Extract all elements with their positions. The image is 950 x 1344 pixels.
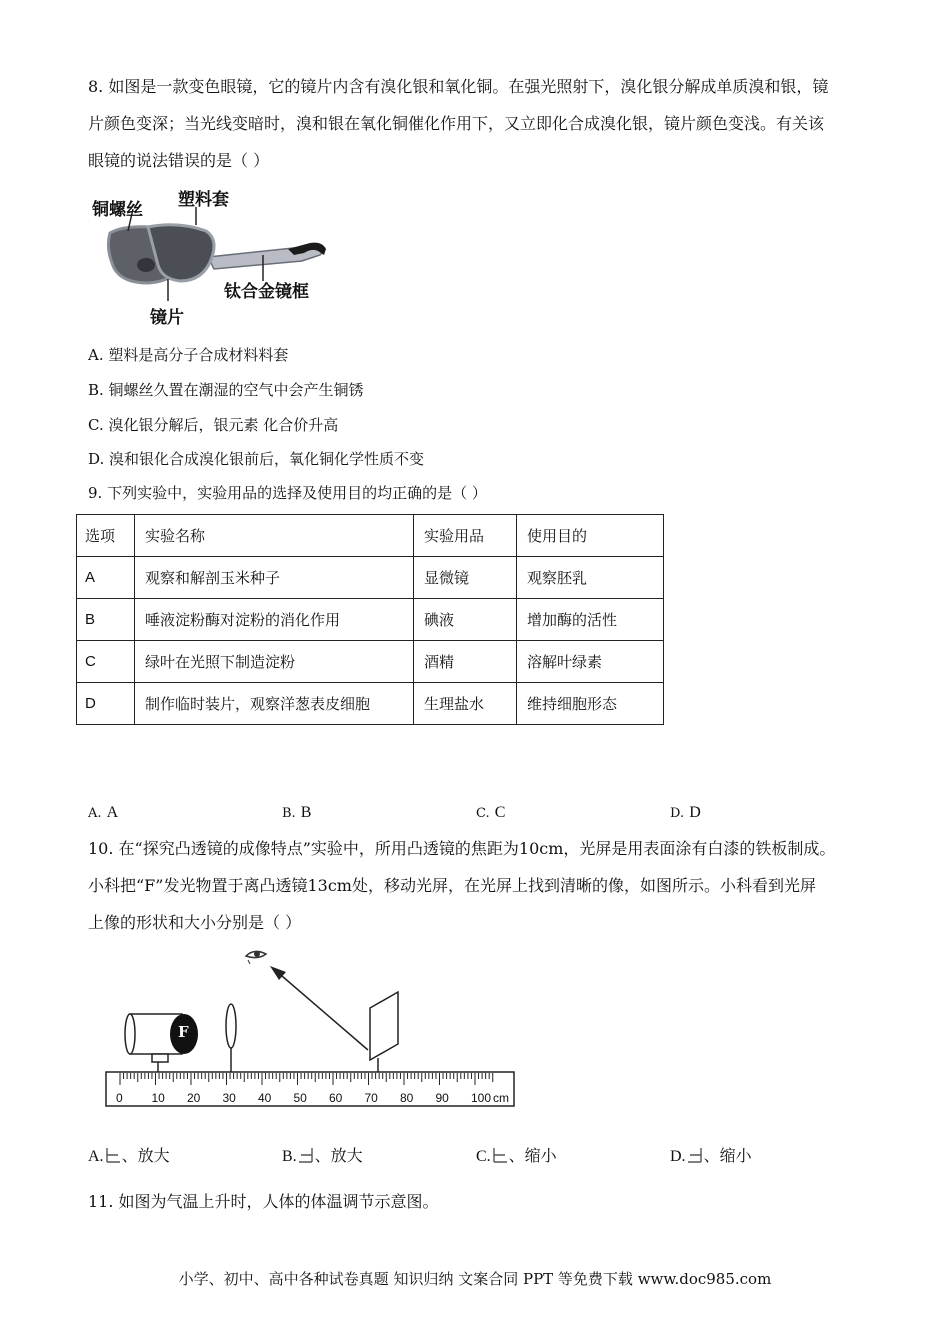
f-upright-icon — [104, 1147, 122, 1163]
ruler-tick-label: 10 — [151, 1091, 165, 1105]
ruler-tick-label: 40 — [258, 1091, 272, 1105]
table-cell: 绿叶在光照下制造淀粉 — [135, 641, 414, 683]
ruler-tick-label: 70 — [364, 1091, 378, 1105]
table-cell: 溶解叶绿素 — [517, 641, 664, 683]
ruler-tick-label: 90 — [435, 1091, 449, 1105]
choice-prefix: D. — [670, 1148, 686, 1165]
ruler-tick-label: 100 — [471, 1091, 492, 1105]
choice-prefix: B. — [282, 806, 296, 821]
light-source-letter: F — [178, 1023, 189, 1041]
q10-choice-d — [670, 1143, 752, 1166]
q10-line-3: 上像的形状和大小分别是（ ） — [88, 913, 302, 932]
label-titanium-frame: 钛合金镜框 — [224, 282, 309, 302]
q11-stem: 11. 如图为气温上升时，人体的体温调节示意图。 — [88, 1192, 439, 1211]
q8-option-b: B. 铜螺丝久置在潮湿的空气中会产生铜锈 — [88, 381, 364, 399]
q9-table — [76, 514, 664, 725]
q10-line-2: 小科把“F”发光物置于离凸透镜13cm处，移动光屏，在光屏上找到清晰的像，如图所示。小科看到光屏 — [88, 876, 816, 895]
table-row — [77, 557, 664, 599]
q8-option-a: A. 塑料是高分子合成材料料套 — [88, 346, 289, 364]
header-cell: 选项 — [77, 515, 135, 557]
q10-choice-c — [476, 1143, 557, 1166]
table-cell: D — [77, 683, 135, 725]
label-copper-screw: 铜螺丝 — [92, 200, 143, 220]
table-cell: 观察胚乳 — [517, 557, 664, 599]
table-cell: C — [77, 641, 135, 683]
table-cell: 生理盐水 — [414, 683, 517, 725]
table-cell: 显微镜 — [414, 557, 517, 599]
ruler-tick-label: 60 — [329, 1091, 343, 1105]
q9-choice-a — [88, 802, 118, 822]
choice-prefix: B. — [282, 1148, 297, 1165]
choice-label: C — [494, 804, 506, 821]
q9-choice-c — [476, 802, 505, 822]
q8-option-d: D. 溴和银化合成溴化银前后，氧化铜化学性质不变 — [88, 450, 425, 468]
choice-label: B — [300, 804, 312, 821]
table-cell: 观察和解剖玉米种子 — [135, 557, 414, 599]
q8-line-3: 眼镜的说法错误的是（ ） — [88, 151, 270, 170]
choice-text: 、缩小 — [703, 1146, 752, 1165]
q8-line-2: 片颜色变深；当光线变暗时，溴和银在氧化铜催化作用下，又立即化合成溴化银，镜片颜色变浅。有关该 — [88, 114, 825, 133]
table-cell: 制作临时装片，观察洋葱表皮细胞 — [135, 683, 414, 725]
choice-prefix: C. — [476, 806, 490, 821]
f-mirrored-icon — [297, 1147, 315, 1163]
ruler-tick-label: 50 — [293, 1091, 307, 1105]
q10-choice-a — [88, 1143, 170, 1166]
choice-label: A — [106, 804, 119, 821]
choice-label: D — [689, 804, 701, 821]
q10-choice-b — [282, 1143, 363, 1166]
q10-line-1: 10. 在“探究凸透镜的成像特点”实验中，所用凸透镜的焦距为10cm，光屏是用表面涂有白漆的铁板制成。 — [88, 839, 836, 858]
choice-prefix: A. — [88, 806, 102, 821]
ruler-unit: cm — [493, 1091, 509, 1105]
f-mirrored-icon — [686, 1147, 704, 1163]
ruler-tick-label: 20 — [187, 1091, 201, 1105]
table-cell: B — [77, 599, 135, 641]
table-row — [77, 683, 664, 725]
table-cell: 增加酶的活性 — [517, 599, 664, 641]
q9-stem: 9. 下列实验中，实验用品的选择及使用目的均正确的是（ ） — [88, 484, 487, 502]
table-row — [77, 599, 664, 641]
ruler-tick-label: 80 — [400, 1091, 414, 1105]
glasses-figure — [88, 185, 328, 330]
q8-line-1: 8. 如图是一款变色眼镜，它的镜片内含有溴化银和氧化铜。在强光照射下，溴化银分解成单质溴和银，镜 — [88, 77, 829, 96]
label-lens: 镜片 — [150, 308, 184, 328]
table-cell: 唾液淀粉酶对淀粉的消化作用 — [135, 599, 414, 641]
header-cell: 实验名称 — [135, 515, 414, 557]
eye-icon — [246, 951, 266, 964]
q8-option-c: C. 溴化银分解后，银元素 化合价升高 — [88, 416, 339, 434]
table-cell: 碘液 — [414, 599, 517, 641]
choice-prefix: C. — [476, 1148, 491, 1165]
page-footer: 小学、初中、高中各种试卷真题 知识归纳 文案合同 PPT 等免费下载 www.doc985.com — [178, 1270, 772, 1288]
q9-choice-d — [670, 802, 701, 822]
table-cell: 酒精 — [414, 641, 517, 683]
f-upright-icon — [491, 1147, 509, 1163]
optical-bench-figure — [100, 940, 520, 1110]
ruler-tick-label: 30 — [222, 1091, 236, 1105]
label-plastic-sleeve: 塑料套 — [178, 190, 229, 210]
table-cell: 维持细胞形态 — [517, 683, 664, 725]
choice-text: 、放大 — [314, 1146, 363, 1165]
table-row — [77, 641, 664, 683]
choice-prefix: A. — [88, 1148, 104, 1165]
ruler-tick-label: 0 — [116, 1091, 123, 1105]
header-cell: 实验用品 — [414, 515, 517, 557]
choice-text: 、放大 — [121, 1146, 170, 1165]
header-cell: 使用目的 — [517, 515, 664, 557]
q9-choice-b — [282, 802, 311, 822]
table-header-row — [77, 515, 664, 557]
choice-text: 、缩小 — [508, 1146, 557, 1165]
optical-bench-illustration — [100, 940, 520, 1110]
choice-prefix: D. — [670, 806, 685, 821]
table-cell: A — [77, 557, 135, 599]
